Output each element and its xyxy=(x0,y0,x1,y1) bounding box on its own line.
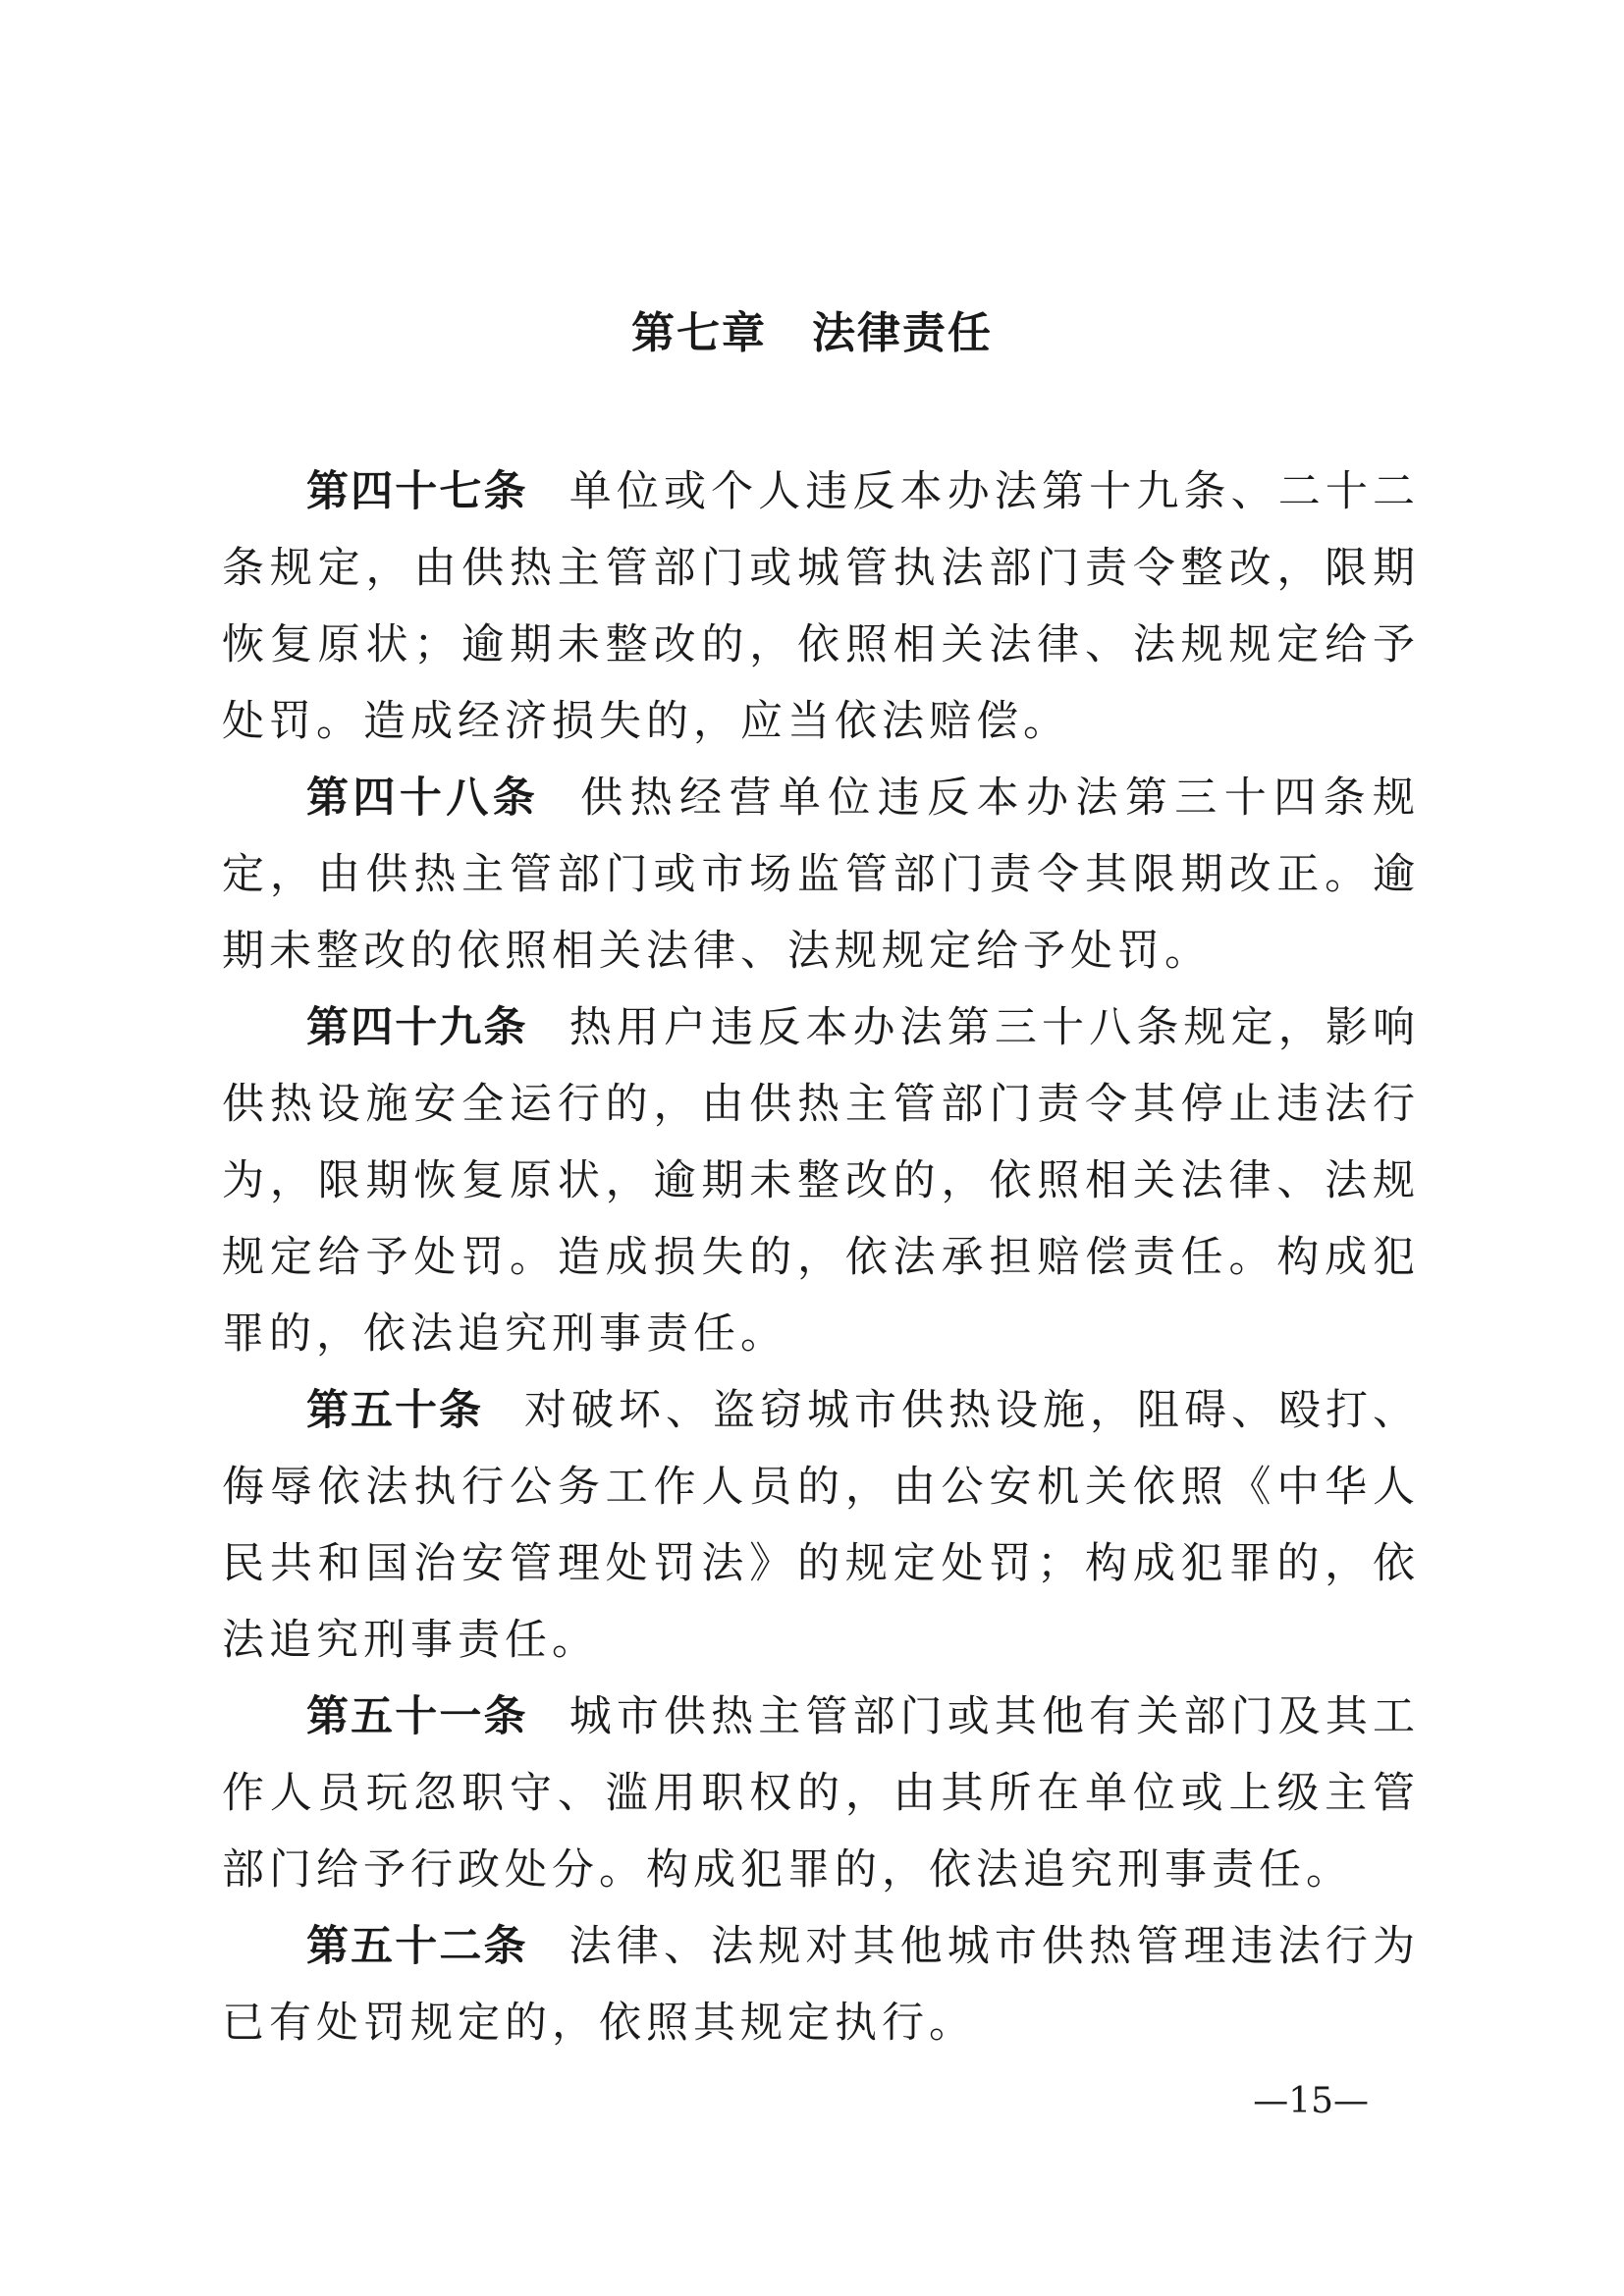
article-label: 第五十一条 xyxy=(306,1692,528,1741)
chapter-title: 第七章 法律责任 xyxy=(631,308,993,358)
article-48 xyxy=(222,760,1420,989)
article-label: 第四十九条 xyxy=(306,1003,528,1052)
article-52 xyxy=(222,1908,1420,2061)
article-label: 第五十二条 xyxy=(306,1922,528,1971)
article-49 xyxy=(222,989,1420,1372)
article-label: 第五十条 xyxy=(306,1386,483,1435)
article-text: 热用户违反本办法第三十八条规定，影响供热设施安全运行的，由供热主管部门责令其停止违法行为，限期恢复原状，逾期未整改的，依照相关法律、法规规定给予处罚。造成损失的，依法承担赔偿责任。构成犯罪的，依法追究刑事责任。 xyxy=(222,1003,1421,1359)
article-text: 法律、法规对其他城市供热管理违法行为已有处罚规定的，依照其规定执行。 xyxy=(222,1922,1421,2048)
article-47 xyxy=(222,454,1420,760)
article-list xyxy=(222,454,1420,2061)
article-51 xyxy=(222,1679,1420,1908)
article-label: 第四十七条 xyxy=(306,467,528,516)
page-number: —15— xyxy=(1253,2081,1369,2121)
article-text: 城市供热主管部门或其他有关部门及其工作人员玩忽职守、滥用职权的，由其所在单位或上级主管部门给予行政处分。构成犯罪的，依法追究刑事责任。 xyxy=(222,1692,1421,1895)
article-text: 单位或个人违反本办法第十九条、二十二条规定，由供热主管部门或城管执法部门责令整改，限期恢复原状；逾期未整改的，依照相关法律、法规规定给予处罚。造成经济损失的，应当依法赔偿。 xyxy=(222,467,1421,746)
article-label: 第四十八条 xyxy=(306,774,540,823)
article-text: 对破坏、盗窃城市供热设施，阻碍、殴打、侮辱依法执行公务工作人员的，由公安机关依照《中华人民共和国治安管理处罚法》的规定处罚；构成犯罪的，依法追究刑事责任。 xyxy=(222,1386,1420,1665)
article-50 xyxy=(222,1372,1420,1679)
article-text: 供热经营单位违反本办法第三十四条规定，由供热主管部门或市场监管部门责令其限期改正。逾期未整改的依照相关法律、法规规定给予处罚。 xyxy=(222,774,1421,976)
